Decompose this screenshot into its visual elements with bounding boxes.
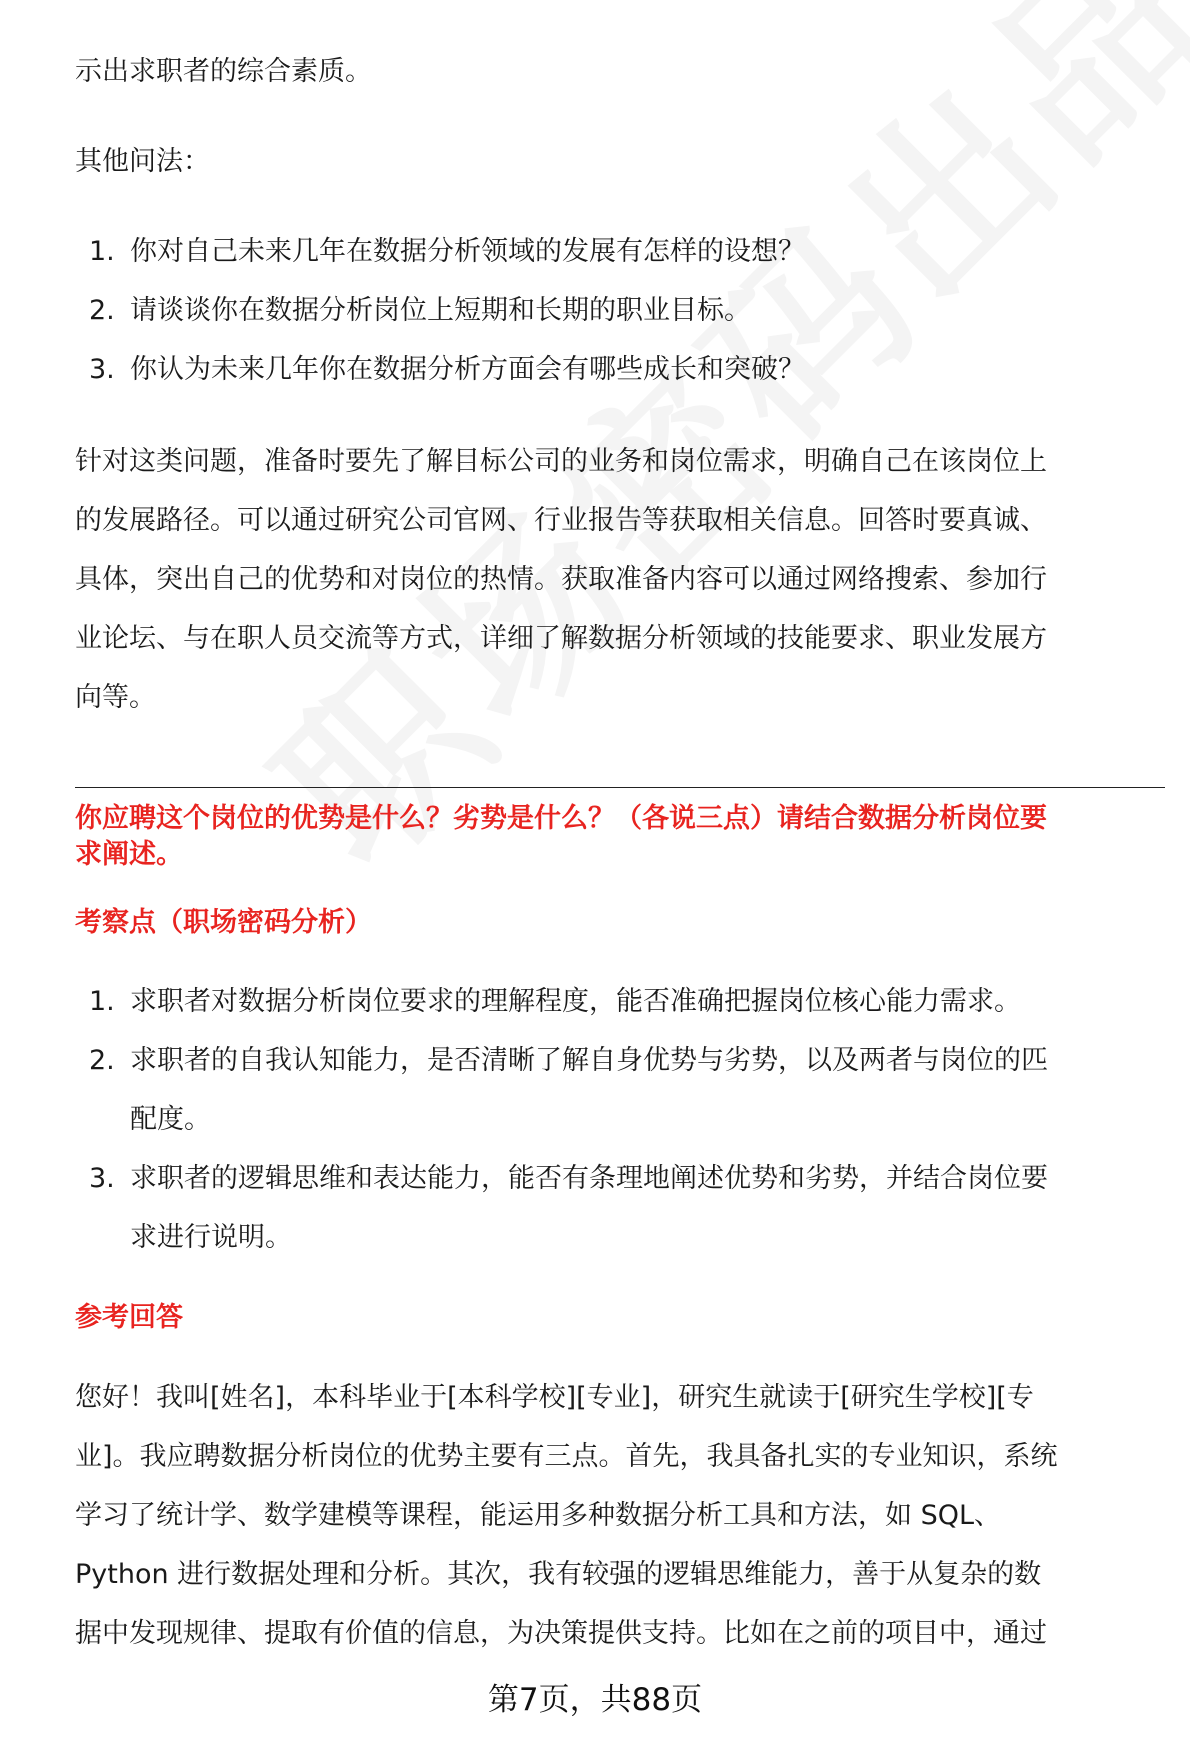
list-item: 2. 请谈谈你在数据分析岗位上短期和长期的职业目标。: [89, 295, 751, 326]
prep-advice-paragraph: [75, 432, 1165, 727]
list-item: 1. 求职者对数据分析岗位要求的理解程度，能否准确把握岗位核心能力需求。: [75, 972, 1165, 1031]
interview-question: [75, 801, 1165, 873]
list-item-line: 求职者的自我认知能力，是否清晰了解自身优势与劣势，以及两者与岗位的匹: [130, 1045, 1048, 1076]
paragraph-line: Python 进行数据处理和分析。其次，我有较强的逻辑思维能力，善于从复杂的数: [75, 1559, 1042, 1590]
document-page: [75, 0, 1165, 1755]
paragraph-line: 向等。: [75, 682, 156, 713]
list-item-text: 你认为未来几年你在数据分析方面会有哪些成长和突破？: [130, 354, 805, 385]
list-item: 1. 你对自己未来几年在数据分析领域的发展有怎样的设想？: [89, 236, 805, 267]
reference-answer-title: 参考回答: [75, 1302, 183, 1333]
list-item: 3. 你认为未来几年你在数据分析方面会有哪些成长和突破？: [89, 354, 805, 385]
page-number: 第7页，共88页: [487, 1682, 703, 1718]
paragraph-line: 学习了统计学、数学建模等课程，能运用多种数据分析工具和方法，如 SQL、: [75, 1500, 1002, 1531]
paragraph-line: 的发展路径。可以通过研究公司官网、行业报告等获取相关信息。回答时要真诚、: [75, 505, 1047, 536]
assessment-title: 考察点（职场密码分析）: [75, 907, 372, 938]
other-questions-label: 其他问法：: [75, 146, 210, 177]
paragraph-line: 业]。我应聘数据分析岗位的优势主要有三点。首先，我具备扎实的专业知识，系统: [75, 1441, 1058, 1472]
paragraph-line: 具体，突出自己的优势和对岗位的热情。获取准备内容可以通过网络搜索、参加行: [75, 564, 1047, 595]
paragraph-line: 您好！我叫[姓名]，本科毕业于[本科学校][专业]，研究生就读于[研究生学校][专: [75, 1382, 1034, 1413]
other-questions-list: [75, 222, 1165, 399]
reference-answer-paragraph: [75, 1368, 1165, 1663]
list-item-line: 求职者的逻辑思维和表达能力，能否有条理地阐述优势和劣势，并结合岗位要: [130, 1163, 1048, 1194]
section-divider: [75, 787, 1165, 788]
list-item: 3. 求职者的逻辑思维和表达能力，能否有条理地阐述优势和劣势，并结合岗位要 求进行说明。: [75, 1149, 1165, 1267]
paragraph-line: 业论坛、与在职人员交流等方式，详细了解数据分析领域的技能要求、职业发展方: [75, 623, 1047, 654]
list-item-text: 请谈谈你在数据分析岗位上短期和长期的职业目标。: [130, 295, 751, 326]
list-item-line: 求职者对数据分析岗位要求的理解程度，能否准确把握岗位核心能力需求。: [130, 986, 1021, 1017]
list-item-text: 你对自己未来几年在数据分析领域的发展有怎样的设想？: [130, 236, 805, 267]
list-item: 2. 求职者的自我认知能力，是否清晰了解自身优势与劣势，以及两者与岗位的匹 配度。: [75, 1031, 1165, 1149]
list-item-line: 配度。: [130, 1104, 211, 1135]
paragraph-line: 针对这类问题，准备时要先了解目标公司的业务和岗位需求，明确自己在该岗位上: [75, 446, 1047, 477]
paragraph-line: 据中发现规律、提取有价值的信息，为决策提供支持。比如在之前的项目中，通过: [75, 1618, 1047, 1649]
list-item-line: 求进行说明。: [130, 1222, 292, 1253]
assessment-list: [75, 972, 1165, 1267]
question-line: 求阐述。: [75, 839, 183, 870]
intro-tail: 示出求职者的综合素质。: [75, 56, 372, 87]
question-line: 你应聘这个岗位的优势是什么？劣势是什么？（各说三点）请结合数据分析岗位要: [75, 803, 1047, 834]
